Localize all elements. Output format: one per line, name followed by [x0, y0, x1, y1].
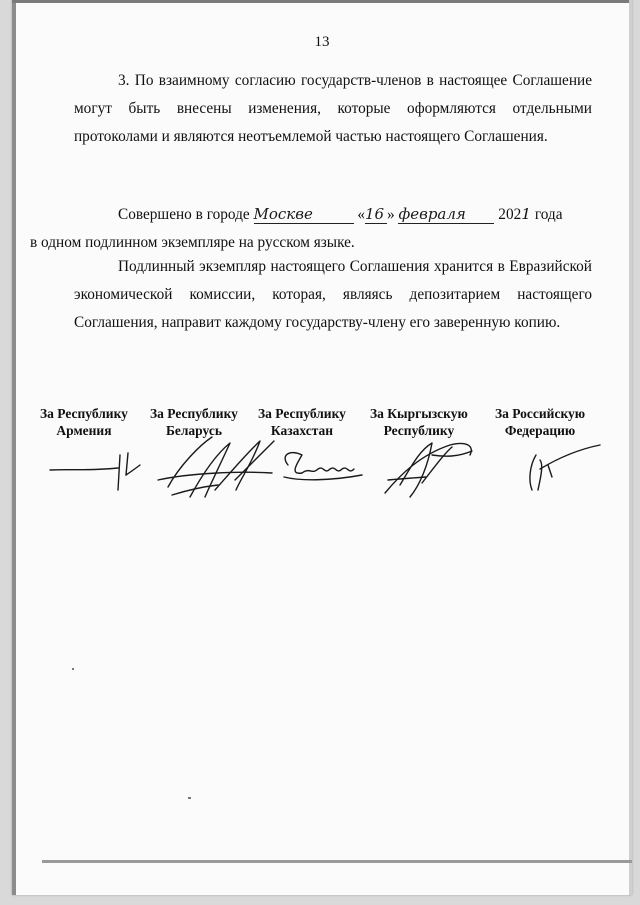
signature-belarus [158, 437, 274, 497]
signatory-armenia: За Республику Армения [40, 406, 128, 438]
signature-kyrgyzstan [385, 443, 472, 497]
handwritten-signatures [40, 435, 610, 515]
year-digit-handwritten: 1 [521, 205, 531, 223]
day-handwritten: 16 [365, 205, 387, 224]
original-clause: Подлинный экземпляр настоящего Соглашения хранится в Евразийской экономической комиссии, которая, являясь депозитарием настоящего Соглашения, направит каждому государству-члену его заверенную копию. [74, 258, 592, 331]
scan-edge-left [12, 0, 16, 895]
page-number: 13 [314, 34, 330, 50]
signature-armenia [50, 453, 140, 490]
scan-edge-bottom [42, 860, 632, 863]
scan-edge-top [12, 0, 632, 3]
month-handwritten: февраля [398, 205, 494, 224]
scan-edge-right [629, 0, 632, 895]
document-page [12, 0, 632, 895]
scan-speck [188, 797, 191, 799]
signature-block [40, 405, 610, 515]
quote-close: » [386, 206, 395, 223]
done-suffix: года [534, 206, 563, 223]
quote-open: « [357, 206, 365, 223]
done-clause [30, 200, 592, 257]
signatory-belarus: За Республику Беларусь [150, 406, 238, 438]
signature-kazakhstan [284, 453, 362, 480]
year-prefix: 202 [498, 206, 522, 223]
city-handwritten: Москве [254, 205, 354, 224]
scan-speck [72, 668, 74, 670]
signatory-kyrgyzstan: За Кыргызскую Республику [370, 406, 468, 438]
done-line2: в одном подлинном экземпляре на русском языке. [30, 234, 355, 251]
signature-russia [530, 445, 600, 490]
paragraph-3: 3. По взаимному согласию государств-членов в настоящее Соглашение могут быть внесены изменения, которые оформляются отдельными протоколами и являются неотъемлемой частью настоящего Соглашения. [74, 72, 592, 145]
signatory-russia: За Российскую Федерацию [495, 406, 586, 438]
signatory-kazakhstan: За Республику Казахстан [258, 406, 346, 438]
done-prefix: Совершено в городе [118, 206, 250, 223]
